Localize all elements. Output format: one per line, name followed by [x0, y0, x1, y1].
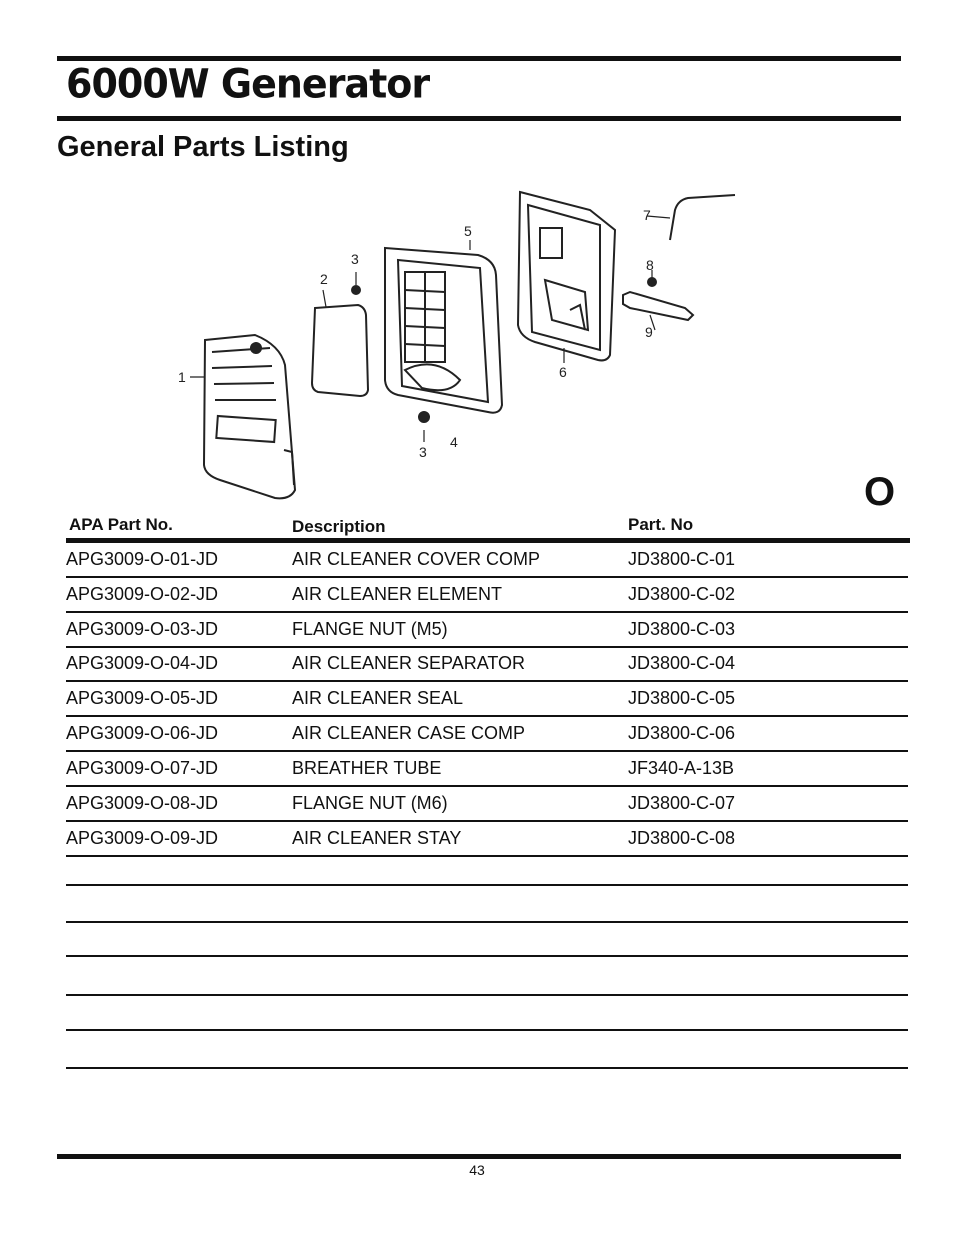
part-no-cell: JD3800-C-02 [628, 584, 736, 604]
part-no-cell: JD3800-C-04 [628, 653, 736, 673]
callout-3-upper: 3 [351, 251, 359, 267]
page-number: 43 [469, 1162, 485, 1178]
flange-nut-stay [648, 278, 656, 286]
table-row [66, 820, 908, 857]
table-row [66, 680, 908, 717]
table-row [66, 645, 908, 682]
footer-rule [57, 1154, 901, 1159]
part-no-cell: JD3800-C-01 [628, 549, 736, 569]
description-cell: AIR CLEANER COVER COMP [292, 549, 541, 569]
column-header-description: Description [292, 517, 386, 536]
part-no-cell: JF340-A-13B [628, 758, 735, 778]
air-cleaner-case-part [518, 192, 615, 360]
table-row [66, 576, 908, 613]
apa-part-no-cell: APG3009-O-01-JD [66, 549, 219, 569]
callout-labels [178, 207, 654, 460]
flange-nut-lower [419, 412, 429, 422]
table-row [66, 715, 908, 752]
description-cell: FLANGE NUT (M5) [292, 619, 448, 639]
apa-part-no-cell: APG3009-O-05-JD [66, 688, 219, 708]
callout-4: 4 [450, 434, 458, 450]
callout-6: 6 [559, 364, 567, 380]
title-underline [57, 116, 901, 121]
empty-row-rule [66, 884, 908, 886]
air-cleaner-cover-part [204, 335, 295, 498]
apa-part-no-cell: APG3009-O-08-JD [66, 793, 219, 813]
air-cleaner-stay-part [623, 292, 693, 320]
callout-2: 2 [320, 271, 328, 287]
parts-diagram [160, 180, 760, 510]
callout-3-lower: 3 [419, 444, 427, 460]
empty-row-rule [66, 921, 908, 923]
description-cell: AIR CLEANER SEPARATOR [292, 653, 526, 673]
empty-row-rule [66, 1067, 908, 1069]
apa-part-no-cell: APG3009-O-06-JD [66, 723, 219, 743]
breather-tube-part [670, 195, 735, 240]
table-row [66, 785, 908, 822]
callout-9: 9 [645, 324, 653, 340]
column-header-part-no: Part. No [628, 515, 694, 534]
part-no-cell: JD3800-C-03 [628, 619, 736, 639]
air-cleaner-element-part [312, 305, 368, 396]
description-cell: AIR CLEANER SEAL [292, 688, 464, 708]
description-cell: AIR CLEANER STAY [292, 828, 462, 848]
part-no-cell: JD3800-C-05 [628, 688, 736, 708]
apa-part-no-cell: APG3009-O-02-JD [66, 584, 219, 604]
description-cell: AIR CLEANER CASE COMP [292, 723, 526, 743]
callout-1: 1 [178, 369, 186, 385]
table-row [66, 541, 908, 578]
apa-part-no-cell: APG3009-O-09-JD [66, 828, 219, 848]
part-no-cell: JD3800-C-08 [628, 828, 736, 848]
description-cell: AIR CLEANER ELEMENT [292, 584, 503, 604]
section-title: General Parts Listing [57, 131, 349, 163]
flange-nut-upper [352, 286, 360, 294]
apa-part-no-cell: APG3009-O-07-JD [66, 758, 219, 778]
empty-row-rule [66, 1029, 908, 1031]
document-title: 6000W Generator [66, 60, 430, 108]
callout-7: 7 [643, 207, 651, 223]
description-cell: FLANGE NUT (M6) [292, 793, 448, 813]
apa-part-no-cell: APG3009-O-04-JD [66, 653, 219, 673]
empty-row-rule [66, 955, 908, 957]
table-row [66, 611, 908, 648]
section-letter: O [864, 470, 896, 514]
description-cell: BREATHER TUBE [292, 758, 442, 778]
callout-5: 5 [464, 223, 472, 239]
air-cleaner-separator-part [385, 248, 502, 413]
callout-8: 8 [646, 257, 654, 273]
part-no-cell: JD3800-C-07 [628, 793, 736, 813]
apa-part-no-cell: APG3009-O-03-JD [66, 619, 219, 639]
table-row [66, 750, 908, 787]
empty-row-rule [66, 994, 908, 996]
part-no-cell: JD3800-C-06 [628, 723, 736, 743]
column-header-apa-part-no: APA Part No. [69, 515, 173, 534]
